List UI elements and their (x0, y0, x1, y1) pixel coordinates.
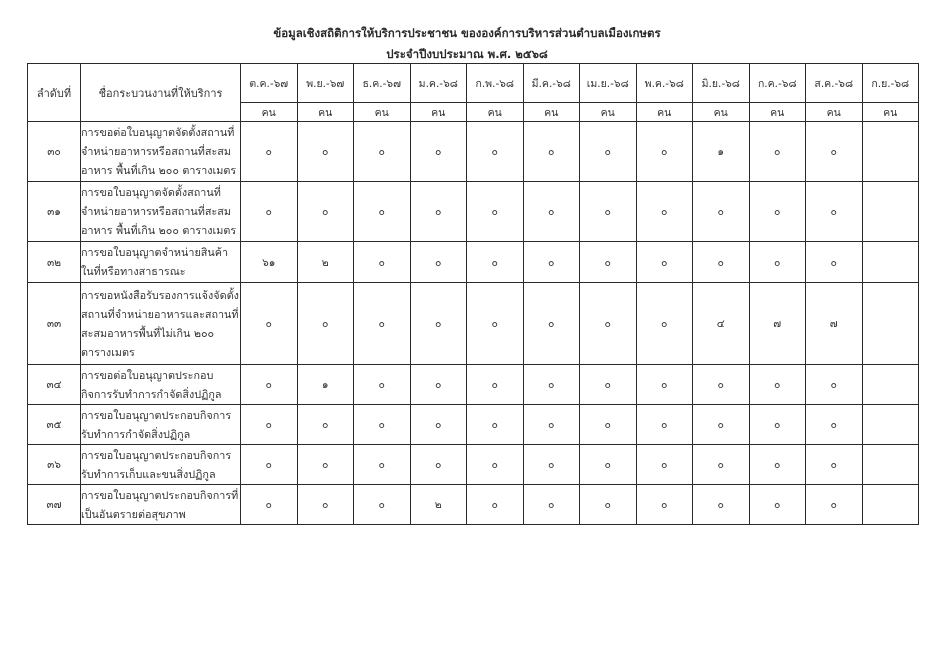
month-count-cell: ๐ (241, 485, 298, 525)
month-count-cell: ๐ (636, 122, 693, 182)
month-count-cell: ๐ (241, 122, 298, 182)
table-row (28, 365, 919, 405)
month-count-cell: ๐ (806, 485, 863, 525)
row-number: ๓๕ (28, 405, 81, 445)
header-service-name: ชื่อกระบวนงานที่ให้บริการ (81, 64, 241, 122)
row-number: ๓๖ (28, 445, 81, 485)
row-number: ๓๗ (28, 485, 81, 525)
month-count-cell: ๖๑ (241, 242, 298, 283)
month-count-cell: ๐ (580, 365, 637, 405)
month-count-cell: ๐ (467, 283, 524, 365)
month-count-cell: ๐ (580, 122, 637, 182)
header-no: ลำดับที่ (28, 64, 81, 122)
month-count-cell: ๐ (523, 242, 580, 283)
month-count-cell: ๐ (806, 122, 863, 182)
month-count-cell: ๐ (693, 182, 750, 242)
month-count-cell: ๐ (580, 242, 637, 283)
header-month: มิ.ย.-๖๘ (693, 64, 750, 103)
header-unit: คน (862, 103, 919, 122)
table-header (28, 64, 919, 122)
header-unit: คน (241, 103, 298, 122)
month-count-cell: ๐ (693, 485, 750, 525)
row-number: ๓๔ (28, 365, 81, 405)
month-count-cell: ๐ (749, 485, 806, 525)
month-count-cell: ๐ (636, 182, 693, 242)
month-count-cell (862, 242, 919, 283)
month-count-cell: ๒ (297, 242, 354, 283)
header-unit: คน (749, 103, 806, 122)
header-month: ต.ค.-๖๗ (241, 64, 298, 103)
month-count-cell: ๐ (241, 283, 298, 365)
month-count-cell: ๐ (467, 242, 524, 283)
header-month: พ.ย.-๖๗ (297, 64, 354, 103)
month-count-cell: ๐ (636, 405, 693, 445)
row-number: ๓๒ (28, 242, 81, 283)
service-name: การขอใบอนุญาตประกอบกิจการรับทำการเก็บและขนสิ่งปฏิกูล (81, 445, 241, 485)
service-statistics-table (27, 63, 919, 525)
month-count-cell: ๐ (354, 485, 411, 525)
month-count-cell: ๐ (806, 405, 863, 445)
month-count-cell: ๐ (806, 242, 863, 283)
month-count-cell: ๗ (749, 283, 806, 365)
month-count-cell: ๐ (410, 242, 467, 283)
header-unit: คน (297, 103, 354, 122)
month-count-cell: ๐ (523, 182, 580, 242)
month-count-cell: ๐ (410, 365, 467, 405)
month-count-cell: ๐ (749, 242, 806, 283)
month-count-cell: ๗ (806, 283, 863, 365)
month-count-cell: ๐ (467, 405, 524, 445)
month-count-cell: ๐ (354, 405, 411, 445)
document-subtitle: ประจำปีงบประมาณ พ.ศ. ๒๕๖๘ (386, 47, 548, 61)
month-count-cell: ๐ (693, 242, 750, 283)
month-count-cell: ๐ (241, 182, 298, 242)
month-count-cell: ๐ (354, 283, 411, 365)
month-count-cell: ๐ (410, 122, 467, 182)
table-row (28, 122, 919, 182)
header-month: ก.ย.-๖๘ (862, 64, 919, 103)
month-count-cell: ๑ (693, 122, 750, 182)
row-number: ๓๑ (28, 182, 81, 242)
month-count-cell: ๐ (523, 485, 580, 525)
month-count-cell: ๐ (467, 365, 524, 405)
service-name: การขอใบอนุญาตจำหน่ายสินค้าในที่หรือทางสาธารณะ (81, 242, 241, 283)
header-unit: คน (467, 103, 524, 122)
table-row (28, 242, 919, 283)
document-title: ข้อมูลเชิงสถิติการให้บริการประชาชน ขององค์การบริหารส่วนตำบลเมืองเกษตร (273, 26, 661, 40)
month-count-cell: ๐ (580, 445, 637, 485)
month-count-cell: ๐ (749, 405, 806, 445)
month-count-cell: ๐ (580, 405, 637, 445)
month-count-cell: ๒ (410, 485, 467, 525)
header-unit: คน (410, 103, 467, 122)
table-body (28, 122, 919, 525)
row-number: ๓๓ (28, 283, 81, 365)
header-row-months (28, 64, 919, 103)
service-name: การขอใบอนุญาตประกอบกิจการที่เป็นอันตรายต่อสุขภาพ (81, 485, 241, 525)
month-count-cell (862, 485, 919, 525)
header-month: มี.ค.-๖๘ (523, 64, 580, 103)
service-name: การขอหนังสือรับรองการแจ้งจัดตั้งสถานที่จำหน่ายอาหารและสถานที่สะสมอาหารพื้นที่ไม่เกิน ๒๐๐ ตารางเมตร (81, 283, 241, 365)
month-count-cell: ๐ (297, 405, 354, 445)
table-row (28, 182, 919, 242)
month-count-cell: ๐ (523, 405, 580, 445)
month-count-cell: ๐ (749, 182, 806, 242)
month-count-cell: ๐ (467, 485, 524, 525)
month-count-cell: ๐ (749, 365, 806, 405)
table-row (28, 405, 919, 445)
service-name: การขอใบอนุญาตประกอบกิจการรับทำการกำจัดสิ่งปฏิกูล (81, 405, 241, 445)
header-unit: คน (354, 103, 411, 122)
month-count-cell: ๐ (580, 182, 637, 242)
month-count-cell: ๑ (297, 365, 354, 405)
header-month: ธ.ค.-๖๗ (354, 64, 411, 103)
month-count-cell: ๐ (636, 485, 693, 525)
month-count-cell (862, 365, 919, 405)
table-row (28, 445, 919, 485)
month-count-cell (862, 182, 919, 242)
month-count-cell: ๐ (749, 122, 806, 182)
month-count-cell: ๐ (806, 182, 863, 242)
header-unit: คน (806, 103, 863, 122)
header-month: เม.ย.-๖๘ (580, 64, 637, 103)
header-unit: คน (523, 103, 580, 122)
month-count-cell: ๐ (636, 242, 693, 283)
month-count-cell: ๐ (523, 283, 580, 365)
month-count-cell (862, 122, 919, 182)
month-count-cell: ๐ (467, 445, 524, 485)
header-unit: คน (580, 103, 637, 122)
month-count-cell (862, 445, 919, 485)
month-count-cell (862, 405, 919, 445)
month-count-cell: ๐ (241, 365, 298, 405)
month-count-cell: ๐ (410, 445, 467, 485)
month-count-cell: ๐ (806, 365, 863, 405)
table-row (28, 283, 919, 365)
month-count-cell: ๐ (410, 405, 467, 445)
month-count-cell: ๐ (467, 122, 524, 182)
service-name: การขอใบอนุญาตจัดตั้งสถานที่จำหน่ายอาหารหรือสถานที่สะสมอาหาร พื้นที่เกิน ๒๐๐ ตารางเมตร (81, 182, 241, 242)
month-count-cell: ๐ (297, 445, 354, 485)
month-count-cell: ๐ (806, 445, 863, 485)
table-row (28, 485, 919, 525)
month-count-cell: ๐ (580, 283, 637, 365)
month-count-cell: ๐ (354, 242, 411, 283)
month-count-cell: ๔ (693, 283, 750, 365)
month-count-cell: ๐ (693, 365, 750, 405)
month-count-cell: ๐ (354, 182, 411, 242)
month-count-cell: ๐ (297, 122, 354, 182)
month-count-cell: ๐ (467, 182, 524, 242)
row-number: ๓๐ (28, 122, 81, 182)
month-count-cell (862, 283, 919, 365)
header-unit: คน (636, 103, 693, 122)
month-count-cell: ๐ (241, 405, 298, 445)
month-count-cell: ๐ (297, 485, 354, 525)
month-count-cell: ๐ (636, 365, 693, 405)
month-count-cell: ๐ (693, 445, 750, 485)
month-count-cell: ๐ (241, 445, 298, 485)
header-month: พ.ค.-๖๘ (636, 64, 693, 103)
header-month: ส.ค.-๖๘ (806, 64, 863, 103)
service-name: การขอต่อใบอนุญาตประกอบกิจการรับทำการกำจัดสิ่งปฏิกูล (81, 365, 241, 405)
month-count-cell: ๐ (410, 283, 467, 365)
month-count-cell: ๐ (523, 122, 580, 182)
month-count-cell: ๐ (523, 365, 580, 405)
service-name: การขอต่อใบอนุญาตจัดตั้งสถานที่จำหน่ายอาหารหรือสถานที่สะสมอาหาร พื้นที่เกิน ๒๐๐ ตารางเมตร (81, 122, 241, 182)
header-month: ก.ค.-๖๘ (749, 64, 806, 103)
month-count-cell: ๐ (354, 122, 411, 182)
header-unit: คน (693, 103, 750, 122)
month-count-cell: ๐ (297, 283, 354, 365)
month-count-cell: ๐ (580, 485, 637, 525)
month-count-cell: ๐ (410, 182, 467, 242)
month-count-cell: ๐ (297, 182, 354, 242)
month-count-cell: ๐ (354, 365, 411, 405)
header-month: ก.พ.-๖๘ (467, 64, 524, 103)
month-count-cell: ๐ (523, 445, 580, 485)
month-count-cell: ๐ (749, 445, 806, 485)
month-count-cell: ๐ (636, 283, 693, 365)
month-count-cell: ๐ (693, 405, 750, 445)
month-count-cell: ๐ (636, 445, 693, 485)
header-month: ม.ค.-๖๘ (410, 64, 467, 103)
month-count-cell: ๐ (354, 445, 411, 485)
